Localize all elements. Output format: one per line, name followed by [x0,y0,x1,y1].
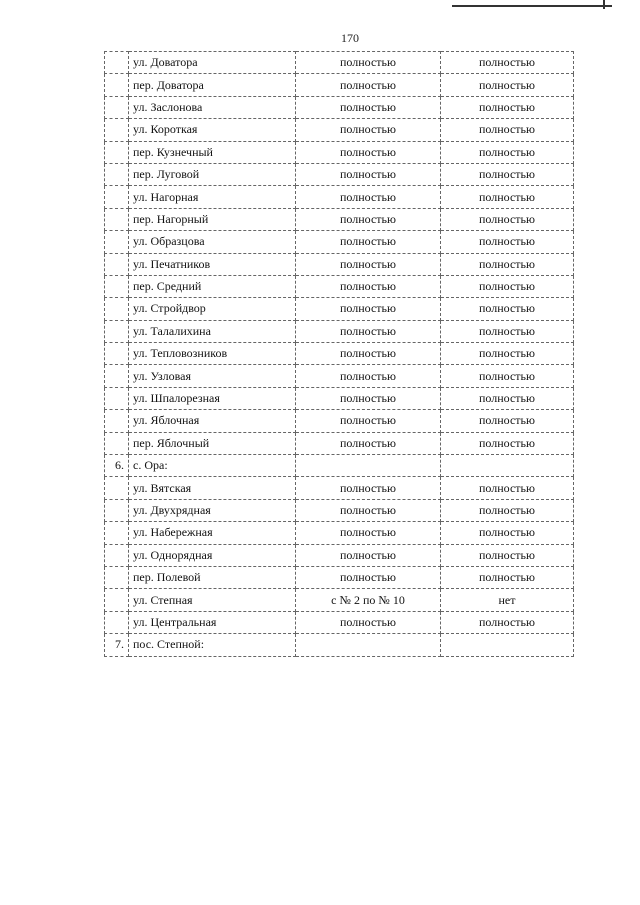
row-number [105,320,129,342]
table-row [105,387,574,409]
table-row [105,74,574,96]
coverage-value: полностью [296,163,441,185]
coverage-value-secondary: полностью [441,208,574,230]
row-number [105,544,129,566]
coverage-value-secondary: полностью [441,611,574,633]
coverage-value-secondary: полностью [441,231,574,253]
coverage-value: полностью [296,387,441,409]
street-name: ул. Двухрядная [129,499,296,521]
row-number [105,163,129,185]
coverage-value-secondary: полностью [441,566,574,588]
row-number [105,387,129,409]
table-row [105,231,574,253]
table-row [105,544,574,566]
coverage-value-secondary: полностью [441,253,574,275]
table-row [105,186,574,208]
street-name: ул. Набережная [129,522,296,544]
coverage-value: полностью [296,432,441,454]
coverage-value-secondary: полностью [441,499,574,521]
table-row [105,119,574,141]
table-row [105,477,574,499]
table-body [105,52,574,657]
street-name: ул. Печатников [129,253,296,275]
coverage-value-secondary: полностью [441,119,574,141]
coverage-value [296,455,441,477]
table-row [105,96,574,118]
row-number [105,298,129,320]
table-row [105,432,574,454]
table-row [105,455,574,477]
street-name: ул. Заслонова [129,96,296,118]
row-number [105,566,129,588]
street-name: с. Ора: [129,455,296,477]
coverage-value: полностью [296,365,441,387]
street-table [104,51,574,657]
street-name: ул. Талалихина [129,320,296,342]
street-name: пос. Степной: [129,634,296,656]
street-name: пер. Средний [129,275,296,297]
coverage-value: полностью [296,275,441,297]
coverage-value-secondary [441,634,574,656]
street-name: ул. Короткая [129,119,296,141]
coverage-value: полностью [296,141,441,163]
street-name: ул. Доватора [129,52,296,74]
row-number [105,141,129,163]
coverage-value: полностью [296,477,441,499]
table-row [105,208,574,230]
page-number: 170 [341,31,359,45]
row-number [105,96,129,118]
coverage-value-secondary: полностью [441,298,574,320]
coverage-value-secondary: полностью [441,410,574,432]
coverage-value: с № 2 по № 10 [296,589,441,611]
row-number [105,52,129,74]
coverage-value-secondary: полностью [441,141,574,163]
coverage-value: полностью [296,231,441,253]
street-name: ул. Образцова [129,231,296,253]
table-row [105,275,574,297]
row-number [105,432,129,454]
street-name: ул. Яблочная [129,410,296,432]
table-row [105,522,574,544]
row-number [105,231,129,253]
row-number [105,119,129,141]
row-number [105,343,129,365]
coverage-value-secondary: полностью [441,387,574,409]
coverage-value-secondary: полностью [441,477,574,499]
coverage-value-secondary: полностью [441,163,574,185]
coverage-value: полностью [296,74,441,96]
street-name: ул. Центральная [129,611,296,633]
row-number [105,410,129,432]
coverage-value: полностью [296,96,441,118]
coverage-value-secondary: полностью [441,186,574,208]
row-number: 7. [105,634,129,656]
coverage-value-secondary: полностью [441,343,574,365]
street-name: ул. Нагорная [129,186,296,208]
coverage-value: полностью [296,611,441,633]
row-number [105,522,129,544]
street-name: ул. Узловая [129,365,296,387]
street-name: пер. Доватора [129,74,296,96]
coverage-value-secondary: полностью [441,320,574,342]
coverage-value: полностью [296,544,441,566]
coverage-value: полностью [296,343,441,365]
street-name: пер. Полевой [129,566,296,588]
coverage-value: полностью [296,186,441,208]
table-row [105,163,574,185]
row-number [105,208,129,230]
coverage-value: полностью [296,320,441,342]
coverage-value: полностью [296,499,441,521]
table-row [105,52,574,74]
street-name: пер. Луговой [129,163,296,185]
row-number [105,275,129,297]
coverage-value: полностью [296,298,441,320]
header-rule-tick [603,0,605,9]
table-row [105,410,574,432]
table-row [105,343,574,365]
table-row [105,566,574,588]
coverage-value-secondary: полностью [441,74,574,96]
street-name: пер. Яблочный [129,432,296,454]
row-number [105,589,129,611]
table-row [105,298,574,320]
street-name: пер. Нагорный [129,208,296,230]
coverage-value-secondary: полностью [441,544,574,566]
table-row [105,320,574,342]
coverage-value-secondary: полностью [441,96,574,118]
coverage-value-secondary: полностью [441,522,574,544]
coverage-value: полностью [296,410,441,432]
coverage-value: полностью [296,52,441,74]
coverage-value-secondary: полностью [441,432,574,454]
coverage-value-secondary [441,455,574,477]
coverage-value-secondary: нет [441,589,574,611]
coverage-value-secondary: полностью [441,52,574,74]
row-number [105,477,129,499]
row-number [105,365,129,387]
coverage-value: полностью [296,208,441,230]
table-row [105,611,574,633]
row-number: 6. [105,455,129,477]
coverage-value: полностью [296,119,441,141]
row-number [105,499,129,521]
table-row [105,253,574,275]
street-name: ул. Тепловозников [129,343,296,365]
street-name: ул. Однорядная [129,544,296,566]
street-name: ул. Степная [129,589,296,611]
coverage-value-secondary: полностью [441,275,574,297]
coverage-value-secondary: полностью [441,365,574,387]
table-row [105,499,574,521]
coverage-value: полностью [296,566,441,588]
row-number [105,253,129,275]
header-rule [452,5,612,7]
table-row [105,365,574,387]
coverage-value: полностью [296,253,441,275]
table-row [105,634,574,656]
row-number [105,186,129,208]
street-name: ул. Стройдвор [129,298,296,320]
coverage-value [296,634,441,656]
coverage-value: полностью [296,522,441,544]
table-row [105,141,574,163]
table-row [105,589,574,611]
street-name: пер. Кузнечный [129,141,296,163]
street-name: ул. Шпалорезная [129,387,296,409]
row-number [105,611,129,633]
row-number [105,74,129,96]
street-name: ул. Вятская [129,477,296,499]
